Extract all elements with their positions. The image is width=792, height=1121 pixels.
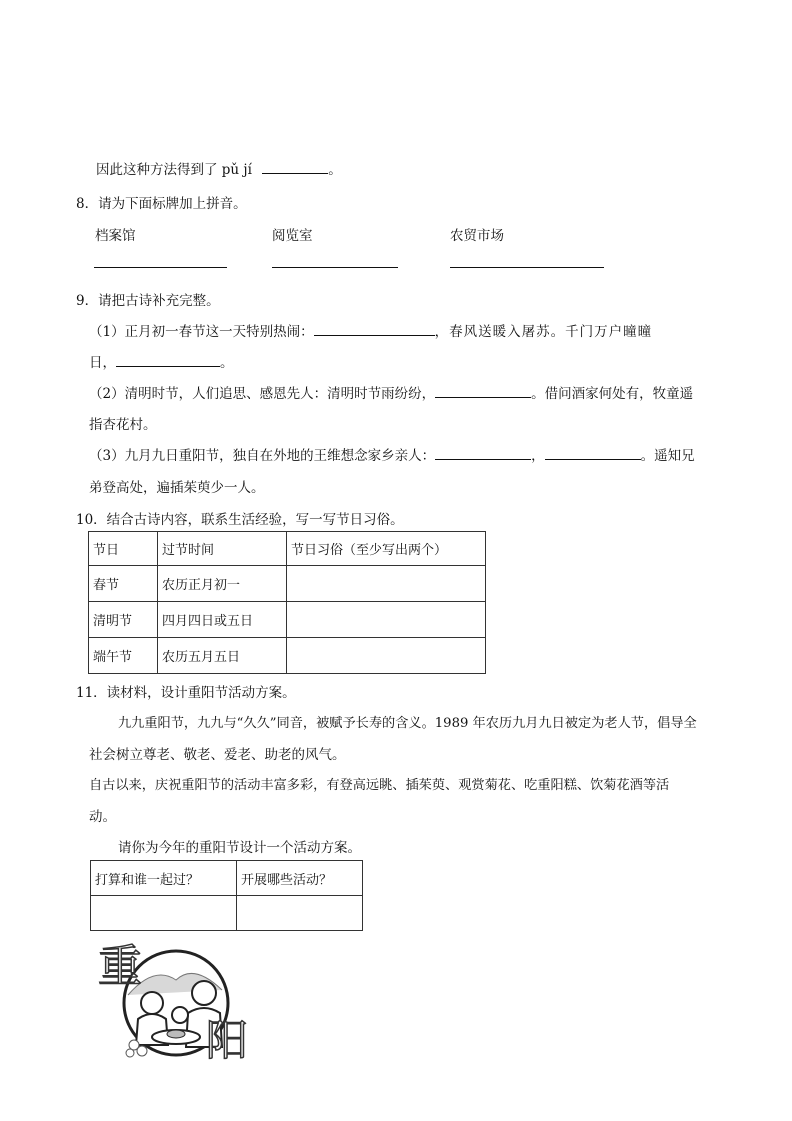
table-row [91,896,363,931]
sign-answer-line-3[interactable] [450,267,604,268]
q9-p2-text-b: 。借问酒家何处有，牧童遥 [531,386,694,402]
sign-label-2: 阅览室 [272,228,313,244]
festival-date: 农历正月初一 [158,566,287,602]
table-row [89,566,486,602]
festival-date: 农历五月五日 [158,638,287,674]
festival-table-header: 节日习俗（至少写出两个） [287,532,486,566]
festival-date: 四月四日或五日 [158,602,287,638]
festival-table-header: 过节时间 [158,532,287,566]
festival-name: 清明节 [89,602,158,638]
q8-title: 8．请为下面标牌加上拼音。 [76,196,247,212]
festival-table [88,531,486,674]
festival-custom-cell[interactable] [287,602,486,638]
plan-activity-cell[interactable] [237,896,363,931]
elders-picture-icon [94,935,264,1065]
q9-p1-blank-2[interactable] [116,352,220,367]
q11-para2-line2: 动。 [89,809,116,825]
q9-p3-text-a: （3）九月九日重阳节，独自在外地的王维想念家乡亲人： [89,448,436,464]
q11-para1-line2: 社会树立尊老、敬老、爱老、助老的风气。 [89,747,346,763]
q9-p3-blank-2[interactable] [545,445,641,460]
festival-name: 端午节 [89,638,158,674]
festival-custom-cell[interactable] [287,638,486,674]
q9-p2-line2: 指杏花村。 [89,417,157,433]
logo-char-right: 阳 [206,1016,249,1065]
q9-p3-blank-1[interactable] [435,445,531,460]
q11-para1-line1: 九九重阳节，九九与“久久”同音，被赋予长寿的含义。1989 年农历九月九日被定为老人节，倡导全 [118,716,697,731]
q7-prefix: 因此这种方法得到了 pǔ jí [96,162,252,178]
table-row [89,638,486,674]
sign-label-3: 农贸市场 [450,228,504,244]
q9-p1-line1 [89,320,652,340]
table-row [89,602,486,638]
q7-suffix: 。 [328,162,342,178]
q11-title: 11．读材料，设计重阳节活动方案。 [76,685,296,701]
q9-p3-text-b: ， [531,448,545,464]
plan-table [90,860,363,931]
q7-line [96,158,342,178]
q9-p3-line2: 弟登高处，遍插茱萸少一人。 [89,480,265,496]
q9-p2-line1 [89,382,693,402]
festival-table-header: 节日 [89,532,158,566]
q9-p1-blank-1[interactable] [314,321,435,336]
plan-table-header: 开展哪些活动？ [237,861,363,896]
q9-title: 9．请把古诗补充完整。 [76,293,220,309]
logo-char-left: 重 [98,941,142,992]
q9-p1-text-b: ，春风送暖入屠苏。千门万户曈曈 [434,324,653,340]
q11-prompt: 请你为今年的重阳节设计一个活动方案。 [118,840,361,856]
q9-p2-text-a: （2）清明时节，人们追思、感恩先人：清明时节雨纷纷， [89,386,436,402]
q9-p1-text-a: （1）正月初一春节这一天特别热闹： [89,324,314,340]
chongyang-illustration [94,935,264,1065]
plan-who-cell[interactable] [91,896,237,931]
q9-p3-line1 [89,444,695,464]
sign-answer-line-2[interactable] [272,267,398,268]
sign-label-1: 档案馆 [95,228,136,244]
festival-name: 春节 [89,566,158,602]
q11-para2-line1: 自古以来，庆祝重阳节的活动丰富多彩，有登高远眺、插茱萸、观赏菊花、吃重阳糕、饮菊花酒等活 [89,778,670,793]
q9-p1-text-d: 。 [220,355,234,371]
plan-table-header: 打算和谁一起过？ [91,861,237,896]
q9-p2-blank[interactable] [435,383,531,398]
q9-p3-text-c: 。遥知兄 [640,448,695,464]
festival-custom-cell[interactable] [287,566,486,602]
q10-title: 10．结合古诗内容，联系生活经验，写一写节日习俗。 [76,512,404,528]
sign-answer-line-1[interactable] [94,267,227,268]
q9-p1-line2 [89,351,234,371]
q9-p1-text-c: 日， [89,355,116,371]
q7-blank[interactable] [262,159,328,174]
